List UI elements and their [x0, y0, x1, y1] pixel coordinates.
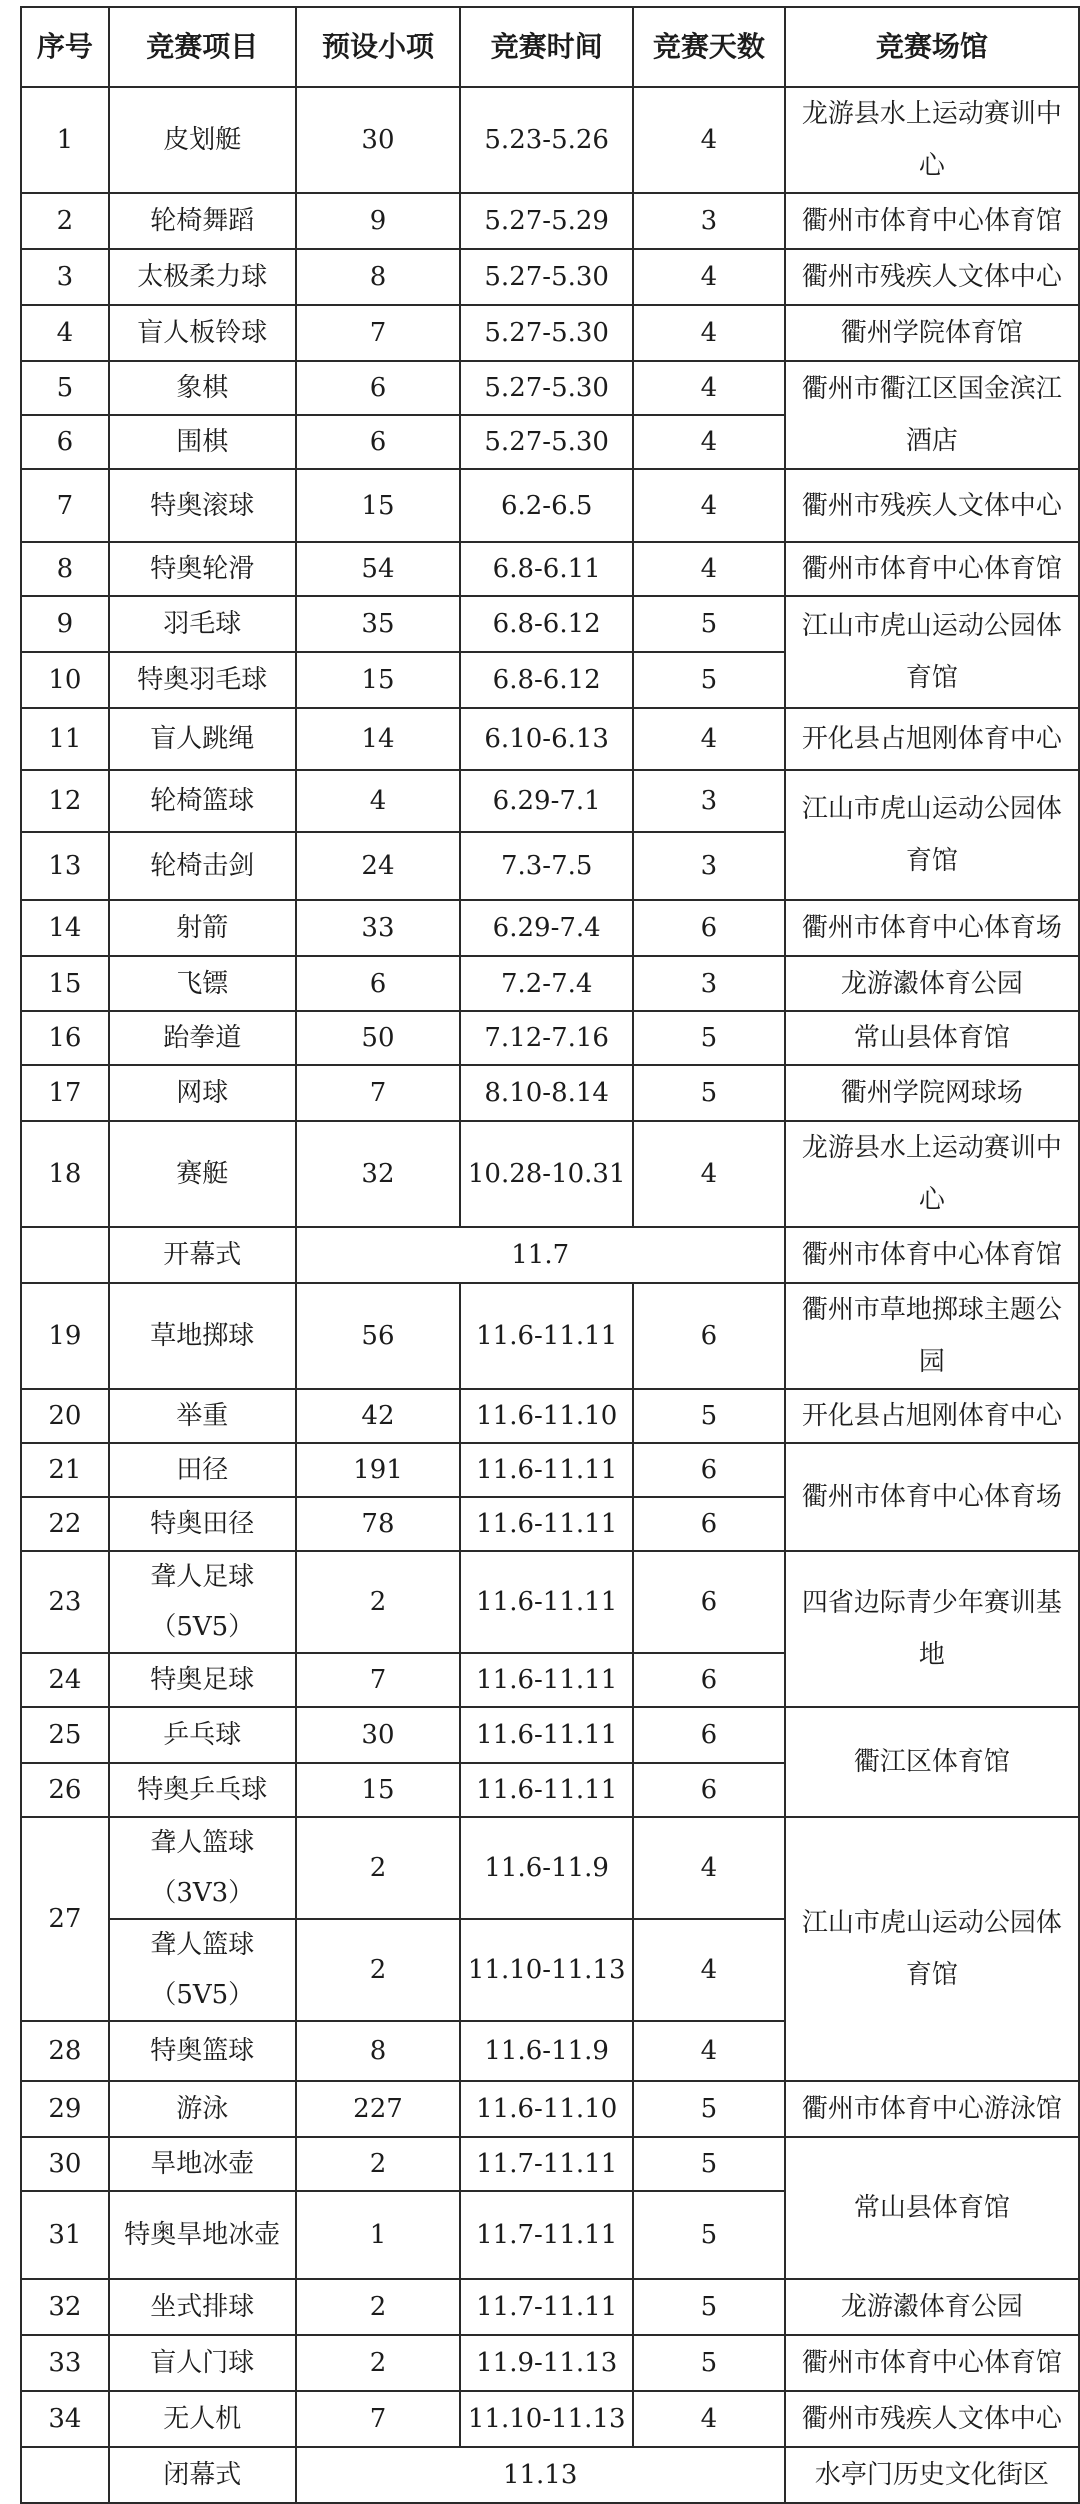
cell-venue: 衢州市体育中心体育馆: [785, 193, 1079, 249]
cell-serial: 34: [21, 2391, 109, 2447]
cell-date: 11.6-11.11: [460, 1763, 633, 1817]
cell-date: 11.10-11.13: [460, 2391, 633, 2447]
cell-date: 11.6-11.11: [460, 1707, 633, 1763]
cell-sub-events: 56: [296, 1283, 461, 1389]
cell-venue: 四省边际青少年赛训基地: [785, 1551, 1079, 1707]
cell-event: 轮椅舞蹈: [109, 193, 296, 249]
cell-serial: 9: [21, 596, 109, 652]
cell-sub-events: 7: [296, 2391, 461, 2447]
cell-serial: 20: [21, 1389, 109, 1443]
cell-sub-events: 2: [296, 2137, 461, 2191]
table-row-closing-ceremony: [21, 2447, 1079, 2503]
cell-days: 6: [633, 1707, 785, 1763]
cell-days: 5: [633, 2191, 785, 2279]
cell-serial: 18: [21, 1121, 109, 1227]
cell-event: 特奥羽毛球: [109, 652, 296, 708]
cell-serial: 1: [21, 87, 109, 193]
table-row: [21, 1817, 1079, 1919]
cell-event: 赛艇: [109, 1121, 296, 1227]
cell-venue: 水亭门历史文化街区: [785, 2447, 1079, 2503]
cell-date: 6.2-6.5: [460, 469, 633, 542]
cell-days: 3: [633, 770, 785, 832]
cell-serial: 28: [21, 2021, 109, 2081]
cell-event: 跆拳道: [109, 1011, 296, 1065]
cell-serial: 4: [21, 305, 109, 361]
header-sub-events: 预设小项: [296, 7, 461, 87]
table-row: [21, 542, 1079, 596]
cell-serial: 6: [21, 415, 109, 469]
cell-date: 5.27-5.29: [460, 193, 633, 249]
cell-venue: 衢州市残疾人文体中心: [785, 2391, 1079, 2447]
cell-serial: 10: [21, 652, 109, 708]
cell-date: 7.3-7.5: [460, 832, 633, 900]
cell-event: 开幕式: [109, 1227, 296, 1283]
table-row: [21, 305, 1079, 361]
cell-event: 田径: [109, 1443, 296, 1497]
cell-sub-events: 7: [296, 1653, 461, 1707]
cell-sub-events: 54: [296, 542, 461, 596]
cell-date: 11.7-11.11: [460, 2137, 633, 2191]
cell-event: 射箭: [109, 900, 296, 956]
cell-event: 皮划艇: [109, 87, 296, 193]
table-header-row: [21, 7, 1079, 87]
cell-venue: 衢州学院网球场: [785, 1065, 1079, 1121]
cell-venue: 龙游瀫体育公园: [785, 2279, 1079, 2335]
cell-event: 举重: [109, 1389, 296, 1443]
table-row: [21, 956, 1079, 1011]
cell-serial: 25: [21, 1707, 109, 1763]
cell-event: 草地掷球: [109, 1283, 296, 1389]
cell-date: 11.6-11.11: [460, 1443, 633, 1497]
cell-date: 11.6-11.10: [460, 1389, 633, 1443]
cell-date: 6.10-6.13: [460, 708, 633, 770]
cell-date: 10.28-10.31: [460, 1121, 633, 1227]
cell-sub-events: 6: [296, 361, 461, 415]
cell-sub-events: 42: [296, 1389, 461, 1443]
cell-venue: 开化县占旭刚体育中心: [785, 1389, 1079, 1443]
cell-date: 11.7-11.11: [460, 2279, 633, 2335]
table-row: [21, 1551, 1079, 1653]
cell-days: 4: [633, 305, 785, 361]
cell-venue: 衢州市体育中心体育场: [785, 900, 1079, 956]
cell-event: 特奥乒乓球: [109, 1763, 296, 1817]
cell-serial: 23: [21, 1551, 109, 1653]
cell-serial: 21: [21, 1443, 109, 1497]
cell-serial: 13: [21, 832, 109, 900]
cell-sub-events: 7: [296, 305, 461, 361]
cell-serial: 8: [21, 542, 109, 596]
cell-date: 5.27-5.30: [460, 249, 633, 305]
cell-date: 7.2-7.4: [460, 956, 633, 1011]
cell-event: 乒乓球: [109, 1707, 296, 1763]
cell-sub-events: 30: [296, 87, 461, 193]
cell-sub-events: 6: [296, 415, 461, 469]
cell-sub-events: 8: [296, 249, 461, 305]
cell-venue: 龙游瀫体育公园: [785, 956, 1079, 1011]
header-venue: 竞赛场馆: [785, 7, 1079, 87]
cell-days: 4: [633, 87, 785, 193]
cell-venue: 江山市虎山运动公园体育馆: [785, 596, 1079, 708]
cell-event: 旱地冰壶: [109, 2137, 296, 2191]
cell-venue: 衢州市残疾人文体中心: [785, 249, 1079, 305]
cell-days: 3: [633, 832, 785, 900]
cell-days: 4: [633, 2021, 785, 2081]
table-row: [21, 1011, 1079, 1065]
cell-days: 5: [633, 2335, 785, 2391]
cell-serial: [21, 1227, 109, 1283]
cell-event: 网球: [109, 1065, 296, 1121]
cell-serial: 24: [21, 1653, 109, 1707]
cell-sub-events: 1: [296, 2191, 461, 2279]
cell-serial: 11: [21, 708, 109, 770]
cell-serial: [21, 2447, 109, 2503]
cell-serial: 22: [21, 1497, 109, 1551]
cell-days: 4: [633, 708, 785, 770]
table-row: [21, 596, 1079, 652]
cell-serial: 19: [21, 1283, 109, 1389]
cell-days: 4: [633, 1121, 785, 1227]
cell-event: 羽毛球: [109, 596, 296, 652]
cell-event: 特奥篮球: [109, 2021, 296, 2081]
cell-event: 坐式排球: [109, 2279, 296, 2335]
cell-sub-events: 32: [296, 1121, 461, 1227]
cell-serial: 17: [21, 1065, 109, 1121]
table-row: [21, 1707, 1079, 1763]
cell-event: 象棋: [109, 361, 296, 415]
cell-date: 5.27-5.30: [460, 415, 633, 469]
cell-sub-events: 15: [296, 652, 461, 708]
cell-venue: 衢州市体育中心体育馆: [785, 2335, 1079, 2391]
cell-days: 5: [633, 1065, 785, 1121]
cell-venue: 江山市虎山运动公园体育馆: [785, 770, 1079, 900]
cell-days: 6: [633, 1497, 785, 1551]
cell-serial: 14: [21, 900, 109, 956]
cell-date: 6.8-6.12: [460, 596, 633, 652]
cell-days: 4: [633, 361, 785, 415]
table-row: [21, 1283, 1079, 1389]
cell-sub-events: 78: [296, 1497, 461, 1551]
cell-venue: 衢江区体育馆: [785, 1707, 1079, 1817]
header-date: 竞赛时间: [460, 7, 633, 87]
cell-venue: 衢州市体育中心体育场: [785, 1443, 1079, 1551]
cell-sub-events: 2: [296, 1919, 461, 2021]
cell-serial: 5: [21, 361, 109, 415]
cell-date: 11.6-11.11: [460, 1497, 633, 1551]
cell-days: 6: [633, 900, 785, 956]
cell-sub-events: 8: [296, 2021, 461, 2081]
cell-date: 7.12-7.16: [460, 1011, 633, 1065]
cell-sub-events: 2: [296, 1817, 461, 1919]
cell-date: 11.6-11.11: [460, 1283, 633, 1389]
table-row: [21, 2137, 1079, 2191]
table-row: [21, 2081, 1079, 2137]
cell-days: 5: [633, 1389, 785, 1443]
cell-date: 11.7-11.11: [460, 2191, 633, 2279]
header-serial: 序号: [21, 7, 109, 87]
table-row: [21, 900, 1079, 956]
cell-sub-events: 15: [296, 1763, 461, 1817]
cell-venue: 开化县占旭刚体育中心: [785, 708, 1079, 770]
cell-days: 4: [633, 1817, 785, 1919]
cell-date: 6.29-7.1: [460, 770, 633, 832]
cell-date: 5.27-5.30: [460, 305, 633, 361]
cell-sub-events: 191: [296, 1443, 461, 1497]
cell-serial: 30: [21, 2137, 109, 2191]
cell-days: 3: [633, 956, 785, 1011]
cell-sub-events: 15: [296, 469, 461, 542]
cell-venue: 衢州市残疾人文体中心: [785, 469, 1079, 542]
cell-serial: 16: [21, 1011, 109, 1065]
cell-sub-events: 50: [296, 1011, 461, 1065]
cell-days: 4: [633, 1919, 785, 2021]
cell-date: 6.8-6.11: [460, 542, 633, 596]
cell-days: 4: [633, 249, 785, 305]
cell-venue: 龙游县水上运动赛训中心: [785, 1121, 1079, 1227]
cell-sub-events: 227: [296, 2081, 461, 2137]
cell-date: 6.29-7.4: [460, 900, 633, 956]
cell-date: 11.6-11.11: [460, 1551, 633, 1653]
table-row: [21, 193, 1079, 249]
cell-days: 6: [633, 1551, 785, 1653]
cell-date: 5.23-5.26: [460, 87, 633, 193]
cell-event: 盲人板铃球: [109, 305, 296, 361]
cell-event: 聋人篮球（3V3）: [109, 1817, 296, 1919]
cell-sub-events: 4: [296, 770, 461, 832]
cell-days: 5: [633, 2137, 785, 2191]
cell-sub-events: 9: [296, 193, 461, 249]
table-row: [21, 708, 1079, 770]
cell-serial: 33: [21, 2335, 109, 2391]
table-row: [21, 1065, 1079, 1121]
cell-days: 4: [633, 469, 785, 542]
table-row: [21, 2391, 1079, 2447]
cell-sub-events: 2: [296, 2335, 461, 2391]
cell-event: 聋人足球（5V5）: [109, 1551, 296, 1653]
cell-days: 6: [633, 1443, 785, 1497]
cell-venue: 衢州市草地掷球主题公园: [785, 1283, 1079, 1389]
cell-venue: 常山县体育馆: [785, 2137, 1079, 2279]
cell-date: 11.13: [296, 2447, 785, 2503]
cell-serial: 26: [21, 1763, 109, 1817]
cell-event: 围棋: [109, 415, 296, 469]
cell-date: 11.9-11.13: [460, 2335, 633, 2391]
cell-days: 4: [633, 415, 785, 469]
cell-serial: 27: [21, 1817, 109, 2021]
cell-serial: 32: [21, 2279, 109, 2335]
cell-event: 聋人篮球（5V5）: [109, 1919, 296, 2021]
cell-date: 11.6-11.11: [460, 1653, 633, 1707]
cell-sub-events: 35: [296, 596, 461, 652]
cell-serial: 15: [21, 956, 109, 1011]
cell-days: 3: [633, 193, 785, 249]
table-row: [21, 770, 1079, 832]
cell-event: 飞镖: [109, 956, 296, 1011]
cell-days: 5: [633, 2279, 785, 2335]
cell-venue: 衢州市体育中心体育馆: [785, 542, 1079, 596]
header-event: 竞赛项目: [109, 7, 296, 87]
cell-event: 特奥旱地冰壶: [109, 2191, 296, 2279]
cell-serial: 7: [21, 469, 109, 542]
cell-event: 盲人门球: [109, 2335, 296, 2391]
cell-date: 8.10-8.14: [460, 1065, 633, 1121]
table-row: [21, 249, 1079, 305]
cell-venue: 衢州市体育中心体育馆: [785, 1227, 1079, 1283]
cell-days: 4: [633, 542, 785, 596]
table-row: [21, 469, 1079, 542]
cell-date: 11.6-11.10: [460, 2081, 633, 2137]
cell-date: 11.6-11.9: [460, 2021, 633, 2081]
table-row-opening-ceremony: [21, 1227, 1079, 1283]
table-row: [21, 2279, 1079, 2335]
cell-date: 11.7: [296, 1227, 785, 1283]
competition-schedule-table: [20, 6, 1080, 2504]
cell-serial: 3: [21, 249, 109, 305]
table-row: [21, 87, 1079, 193]
cell-event: 特奥轮滑: [109, 542, 296, 596]
cell-date: 11.6-11.9: [460, 1817, 633, 1919]
table-row: [21, 2335, 1079, 2391]
cell-sub-events: 2: [296, 1551, 461, 1653]
cell-sub-events: 30: [296, 1707, 461, 1763]
cell-event: 闭幕式: [109, 2447, 296, 2503]
cell-event: 无人机: [109, 2391, 296, 2447]
cell-event: 特奥足球: [109, 1653, 296, 1707]
cell-days: 6: [633, 1763, 785, 1817]
cell-event: 特奥田径: [109, 1497, 296, 1551]
cell-serial: 31: [21, 2191, 109, 2279]
table-row: [21, 1443, 1079, 1497]
cell-date: 6.8-6.12: [460, 652, 633, 708]
table-row: [21, 361, 1079, 415]
cell-venue: 常山县体育馆: [785, 1011, 1079, 1065]
cell-sub-events: 6: [296, 956, 461, 1011]
cell-days: 5: [633, 652, 785, 708]
cell-venue: 江山市虎山运动公园体育馆: [785, 1817, 1079, 2081]
cell-event: 盲人跳绳: [109, 708, 296, 770]
cell-venue: 衢州市体育中心游泳馆: [785, 2081, 1079, 2137]
cell-event: 游泳: [109, 2081, 296, 2137]
cell-venue: 龙游县水上运动赛训中心: [785, 87, 1079, 193]
cell-event: 特奥滚球: [109, 469, 296, 542]
cell-event: 轮椅击剑: [109, 832, 296, 900]
cell-sub-events: 24: [296, 832, 461, 900]
cell-sub-events: 2: [296, 2279, 461, 2335]
cell-serial: 29: [21, 2081, 109, 2137]
cell-event: 太极柔力球: [109, 249, 296, 305]
cell-serial: 2: [21, 193, 109, 249]
cell-sub-events: 7: [296, 1065, 461, 1121]
cell-date: 11.10-11.13: [460, 1919, 633, 2021]
table-row: [21, 1121, 1079, 1227]
cell-event: 轮椅篮球: [109, 770, 296, 832]
cell-serial: 12: [21, 770, 109, 832]
cell-venue: 衢州市衢江区国金滨江酒店: [785, 361, 1079, 469]
cell-days: 6: [633, 1653, 785, 1707]
cell-days: 4: [633, 2391, 785, 2447]
cell-days: 6: [633, 1283, 785, 1389]
cell-sub-events: 33: [296, 900, 461, 956]
cell-days: 5: [633, 1011, 785, 1065]
table-row: [21, 1389, 1079, 1443]
header-days: 竞赛天数: [633, 7, 785, 87]
cell-days: 5: [633, 2081, 785, 2137]
cell-days: 5: [633, 596, 785, 652]
cell-date: 5.27-5.30: [460, 361, 633, 415]
cell-sub-events: 14: [296, 708, 461, 770]
cell-venue: 衢州学院体育馆: [785, 305, 1079, 361]
